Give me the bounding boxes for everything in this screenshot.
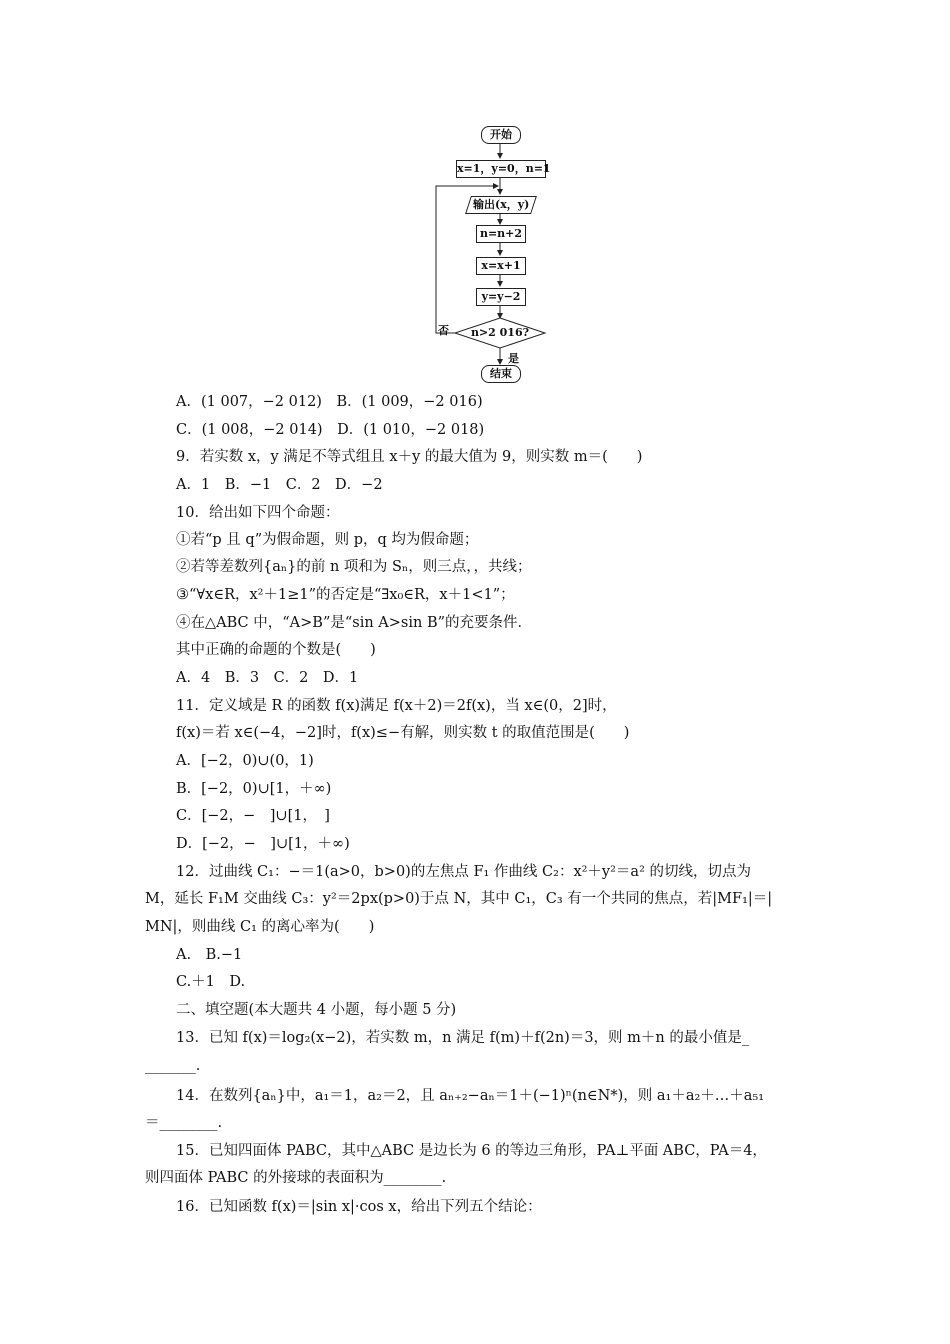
flow-output-label: 输出(x，y) (472, 198, 530, 211)
flow-yes-label: 是 (508, 352, 519, 365)
q9-stem: 9．若实数 x，y 满足不等式组且 x＋y 的最大值为 9，则实数 m＝( ) (176, 449, 643, 465)
q10-prop-1: ①若“p 且 q”为假命题，则 p，q 均为假命题； (176, 532, 479, 548)
flow-output (465, 196, 537, 214)
flow-init: x=1，y=0，n=1 (456, 160, 546, 178)
q14-stem-1: 14．在数列{aₙ}中，a₁＝1，a₂＝2，且 aₙ₊₂−aₙ＝1＋(−1)ⁿ(n∈N*)，则 a₁＋a₂＋…＋a₅₁ (176, 1088, 765, 1104)
flow-no-label: 否 (438, 324, 449, 337)
flow-step-n: n=n+2 (476, 225, 526, 243)
q16-stem: 16．已知函数 f(x)＝|sin x|·cos x，给出下列五个结论： (176, 1199, 542, 1215)
q11-option-a: A．[−2，0)∪(0，1) (176, 753, 314, 769)
q10-question: 其中正确的命题的个数是( ) (176, 642, 376, 658)
q10-options: A．4 B．3 C．2 D．1 (176, 670, 359, 686)
q10-stem: 10．给出如下四个命题： (176, 505, 340, 521)
flowchart-connectors (420, 118, 560, 390)
q15-stem-2: 则四面体 PABC 的外接球的表面积为________. (145, 1170, 447, 1186)
q11-stem-2: f(x)＝若 x∈(−4，−2]时，f(x)≤−有解，则实数 t 的取值范围是( ) (176, 725, 630, 741)
q8-options-cd: C．(1 008，−2 014) D．(1 010，−2 018) (176, 422, 485, 438)
q13-stem-1: 13．已知 f(x)＝log₂(x−2)，若实数 m，n 满足 f(m)＋f(2n)＝3，则 m＋n 的最小值是_ (176, 1030, 750, 1046)
q12-options-cd: C.＋1 D. (176, 974, 246, 990)
flow-step-y: y=y−2 (476, 288, 526, 306)
section-2-heading: 二、填空题(本大题共 4 小题，每小题 5 分) (176, 1002, 457, 1018)
q11-option-c: C．[−2，− ]∪[1， ] (176, 808, 330, 824)
flow-decision: n>2 016? (470, 326, 530, 339)
q13-stem-2: _______. (145, 1058, 201, 1074)
q14-stem-2: ＝________. (145, 1115, 223, 1131)
flow-step-x: x=x+1 (476, 257, 526, 275)
q12-options-ab: A. B.−1 (176, 947, 243, 963)
flow-start: 开始 (481, 126, 521, 144)
flowchart (420, 118, 560, 390)
q12-stem-1: 12．过曲线 C₁：−＝1(a>0，b>0)的左焦点 F₁ 作曲线 C₂：x²＋y²＝a² 的切线，切点为 (176, 864, 751, 880)
q8-options-ab: A．(1 007，−2 012) B．(1 009，−2 016) (176, 394, 483, 410)
q10-prop-2: ②若等差数列{aₙ}的前 n 项和为 Sₙ，则三点，，共线； (176, 559, 532, 575)
q11-stem-1: 11．定义域是 R 的函数 f(x)满足 f(x＋2)＝2f(x)，当 x∈(0，2]时， (176, 698, 617, 714)
q12-stem-2: M，延长 F₁M 交曲线 C₃：y²＝2px(p>0)于点 N，其中 C₁，C₃ 有一个共同的焦点，若|MF₁|＝| (145, 891, 773, 907)
q12-stem-3: MN|，则曲线 C₁ 的离心率为( ) (145, 919, 375, 935)
q10-prop-3: ③“∀x∈R，x²＋1≥1”的否定是“∃x₀∈R，x＋1<1”； (176, 587, 515, 603)
q11-option-d: D．[−2，− ]∪[1，＋∞) (176, 836, 350, 852)
q15-stem-1: 15．已知四面体 PABC，其中△ABC 是边长为 6 的等边三角形，PA⊥平面 ABC，PA＝4， (176, 1143, 767, 1159)
q10-prop-4: ④在△ABC 中，“A>B”是“sin A>sin B”的充要条件． (176, 615, 533, 631)
q11-option-b: B．[−2，0)∪[1，＋∞) (176, 781, 332, 797)
q9-options: A．1 B．−1 C．2 D．−2 (176, 477, 383, 493)
flow-end: 结束 (481, 365, 521, 383)
